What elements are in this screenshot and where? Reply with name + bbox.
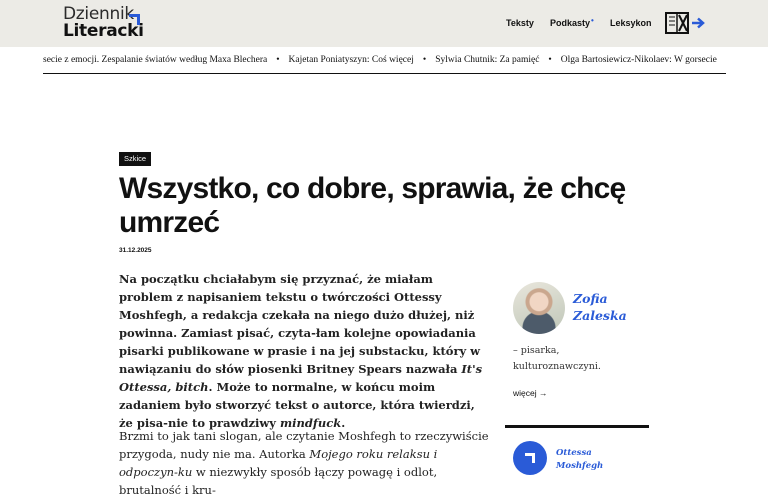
ticker-item[interactable]: Kajetan Poniatyszyn: Coś więcej	[288, 55, 414, 65]
ticker-item[interactable]: Sylwia Chutnik: Za pamięć	[435, 55, 540, 65]
news-ticker	[43, 49, 726, 71]
logo-mark	[525, 453, 535, 463]
nav-leksykon[interactable]: Leksykon	[610, 18, 652, 28]
lead-text: . Może to normalne, w końcu moim zadaniem było stworzyć tekst o autorce, która twierdzi, że pisa-nie to prawdziwy	[119, 380, 475, 430]
ticker-separator: •	[422, 55, 427, 65]
body-emphasis: Mojego roku relaksu i odpoczyn-ku	[119, 447, 438, 479]
article-lead	[119, 270, 489, 432]
site-logo[interactable]	[63, 6, 144, 40]
body-text: w niezwykły sposób łączy powagę i odlot, brutalność i kru-	[119, 465, 438, 497]
nav-podkasty-dot: •	[591, 16, 594, 25]
ticker-item[interactable]: secie z emocji. Zespalanie światów według Maxa Blechera	[43, 55, 268, 65]
sidebar-divider	[505, 425, 649, 428]
lead-emphasis: mindfuck	[279, 416, 342, 430]
lead-emphasis: It's Ottessa, bitch	[119, 362, 483, 394]
nav-podkasty[interactable]	[550, 18, 594, 28]
logo-bracket-icon[interactable]	[513, 441, 547, 475]
logo-bracket-icon	[129, 14, 140, 25]
arrow-right-icon	[692, 19, 703, 28]
ticker-separator: •	[548, 55, 552, 65]
related-author-name[interactable]: Ottessa Moshfegh	[556, 448, 604, 471]
logo-line2: Literacki	[63, 21, 144, 41]
lead-text: Na początku chciałabym się przyznać, że miałam problem z napisaniem tekstu o twórczości Ottessy Moshfegh, a redakcja czekała na niego dużo dłużej, niż powinna. Zamiast pisać, czyta-łam kolejne opowiadania pisarki publikowane w prasie i na jej substacku, który w nawiązaniu do słów piosenki Britney Spears nazwała	[119, 272, 481, 376]
author-name[interactable]: Zofia Zaleska	[573, 291, 627, 323]
ticker-item[interactable]: Olga Bartosiewicz-Nikolaev: W gorsecie	[560, 55, 717, 65]
book-x-icon[interactable]	[665, 12, 705, 34]
ticker-separator: •	[276, 55, 280, 65]
article-date: 31.12.2025	[119, 247, 152, 254]
nav-podkasty-label: Podkasty	[550, 18, 591, 28]
author-more-link[interactable]: więcej →	[513, 388, 548, 398]
article-body	[119, 427, 489, 499]
site-header	[0, 0, 768, 47]
category-tag[interactable]: Szkice	[119, 152, 151, 166]
logo-line1: Dziennik	[63, 4, 134, 24]
author-avatar[interactable]	[513, 282, 565, 334]
author-description: – pisarka, kulturoznawczyni.	[513, 345, 601, 372]
article-title: Wszystko, co dobre, sprawia, że chcę umrzeć	[119, 172, 626, 239]
nav-teksty[interactable]: Teksty	[506, 18, 534, 28]
body-text: Brzmi to jak tani slogan, ale czytanie Moshfegh to rzeczywiście przygoda, nudy nie ma. Autorka	[119, 429, 489, 461]
ticker-divider	[43, 73, 726, 74]
lead-text: .	[341, 416, 346, 430]
